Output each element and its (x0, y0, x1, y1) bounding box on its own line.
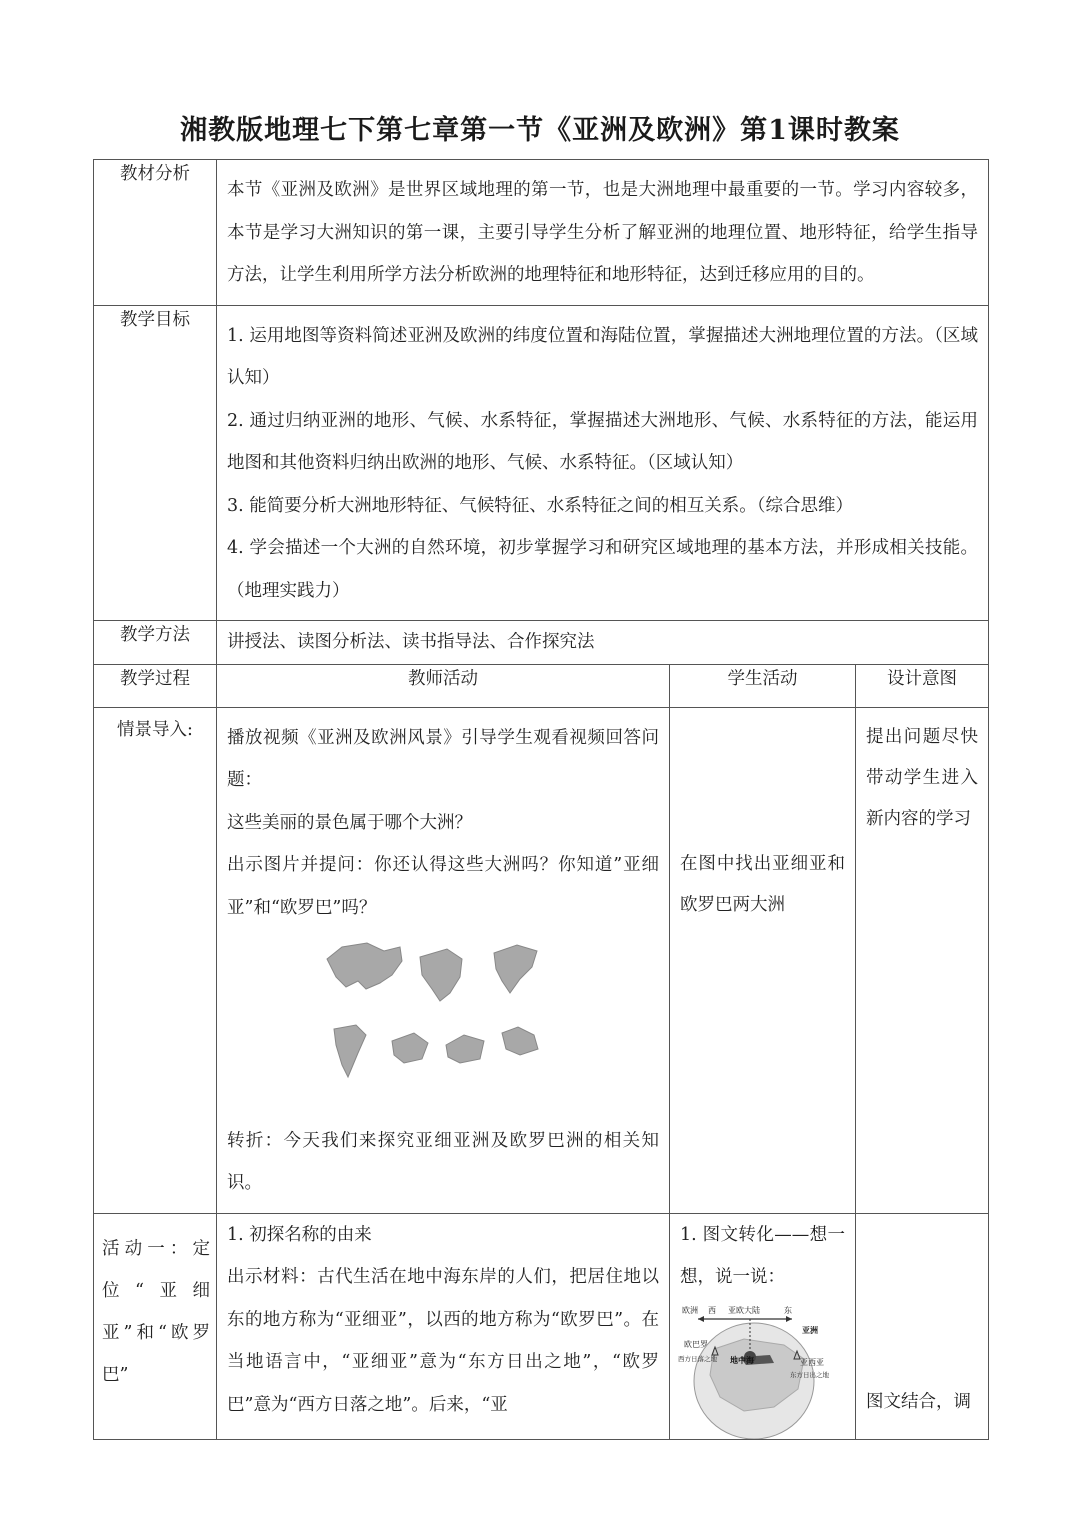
material-text: 本节《亚洲及欧洲》是世界区域地理的第一节，也是大洲地理中最重要的一节。学习内容较多， 本节是学习大洲知识的第一课，主要引导学生分析了解亚洲的地理位置、地形特征，给学生指导方法，让学生利用所学方法分析欧洲的地理特征和地形特征，达到迁移应用的目的。 (227, 180, 978, 285)
goal-item: 2. 通过归纳亚洲的地形、气候、水系特征，掌握描述大洲地形、气候、水系特征的方法，能运用地图和其他资料归纳出欧洲的地形、气候、水系特征。（区域认知） (227, 410, 978, 473)
row-material (94, 160, 989, 306)
intro-design: 提出问题尽快带动学生进入新内容的学习 (866, 726, 978, 829)
row-activity1 (94, 1213, 989, 1439)
intro-teacher-line: 播放视频《亚洲及欧洲风景》引导学生观看视频回答问题： (227, 727, 659, 790)
activity1-student-heading: 1. 图文转化——想一想，说一说： (680, 1224, 845, 1287)
intro-teacher-line: 出示图片并提问：你还认得这些大洲吗？你知道”亚细亚”和“欧罗巴”吗？ (227, 855, 659, 918)
method-text: 讲授法、读图分析法、读书指导法、合作探究法 (227, 632, 595, 652)
intro-student: 在图中找出亚细亚和欧罗巴两大洲 (680, 853, 845, 915)
activity1-student (670, 1214, 855, 1439)
goal-item: 4. 学会描述一个大洲的自然环境，初步掌握学习和研究区域地理的基本方法，并形成相关技能。（地理实践力） (227, 538, 978, 601)
row-goals (94, 305, 989, 621)
eurasia-map (674, 1299, 834, 1439)
header-design: 设计意图 (856, 664, 989, 707)
activity1-design: 图文结合，调 (866, 1391, 971, 1412)
header-process: 教学过程 (94, 664, 217, 707)
row-header (94, 664, 989, 707)
map-label-asia: 亚洲 (802, 1324, 818, 1335)
goals-list (217, 306, 988, 621)
row-intro (94, 707, 989, 1213)
map-label-eurasia: 亚欧大陆 (728, 1305, 760, 1315)
map-label-europa: 欧巴罗 (684, 1339, 708, 1349)
map-label-mediterranean: 地中海 (730, 1354, 754, 1365)
header-student: 学生活动 (670, 664, 856, 707)
label-intro: 情景导入: (117, 719, 193, 740)
row-method (94, 621, 989, 665)
intro-teacher-transition: 转折：今天我们来探究亚细亚洲及欧罗巴洲的相关知识。 (227, 1130, 659, 1193)
map-label-east: 东 (784, 1305, 792, 1315)
map-label-east-sunrise: 东方日出之地 (790, 1370, 829, 1379)
page-title: 湘教版地理七下第七章第一节《亚洲及欧洲》第1课时教案 (180, 115, 900, 146)
lesson-plan-table (93, 159, 989, 1440)
map-label-west: 西 (708, 1305, 716, 1315)
map-label-west-sunset: 西方日落之地 (678, 1354, 717, 1363)
label-material: 教材分析 (94, 160, 217, 306)
goal-item: 1. 运用地图等资料简述亚洲及欧洲的纬度位置和海陆位置，掌握描述大洲地理位置的方法。（区域认知） (227, 325, 978, 388)
intro-teacher-line: 这些美丽的景色属于哪个大洲？ (227, 812, 472, 833)
continents-image (322, 937, 562, 1097)
intro-teacher (217, 708, 669, 1213)
activity1-teacher (217, 1214, 669, 1427)
label-goals: 教学目标 (94, 305, 217, 621)
goal-item: 3. 能简要分析大洲地形特征、气候特征、水系特征之间的相互关系。（综合思维） (227, 495, 854, 516)
header-teacher: 教师活动 (217, 664, 670, 707)
label-activity1: 活动一：定位“亚细亚”和“欧罗巴” (102, 1238, 210, 1385)
map-label-asia-old: 亚西亚 (800, 1357, 824, 1367)
activity1-heading: 1. 初探名称的由来 (227, 1224, 372, 1245)
label-method: 教学方法 (94, 621, 217, 665)
map-label-europe: 欧洲 (682, 1305, 698, 1315)
activity1-material: 出示材料：古代生活在地中海东岸的人们，把居住地以东的地方称为“亚细亚”，以西的地方称为“欧罗巴”。在当地语言中，“亚细亚”意为“东方日出之地”，“欧罗巴”意为“西方日落之地”。后来，“亚 (227, 1267, 659, 1415)
